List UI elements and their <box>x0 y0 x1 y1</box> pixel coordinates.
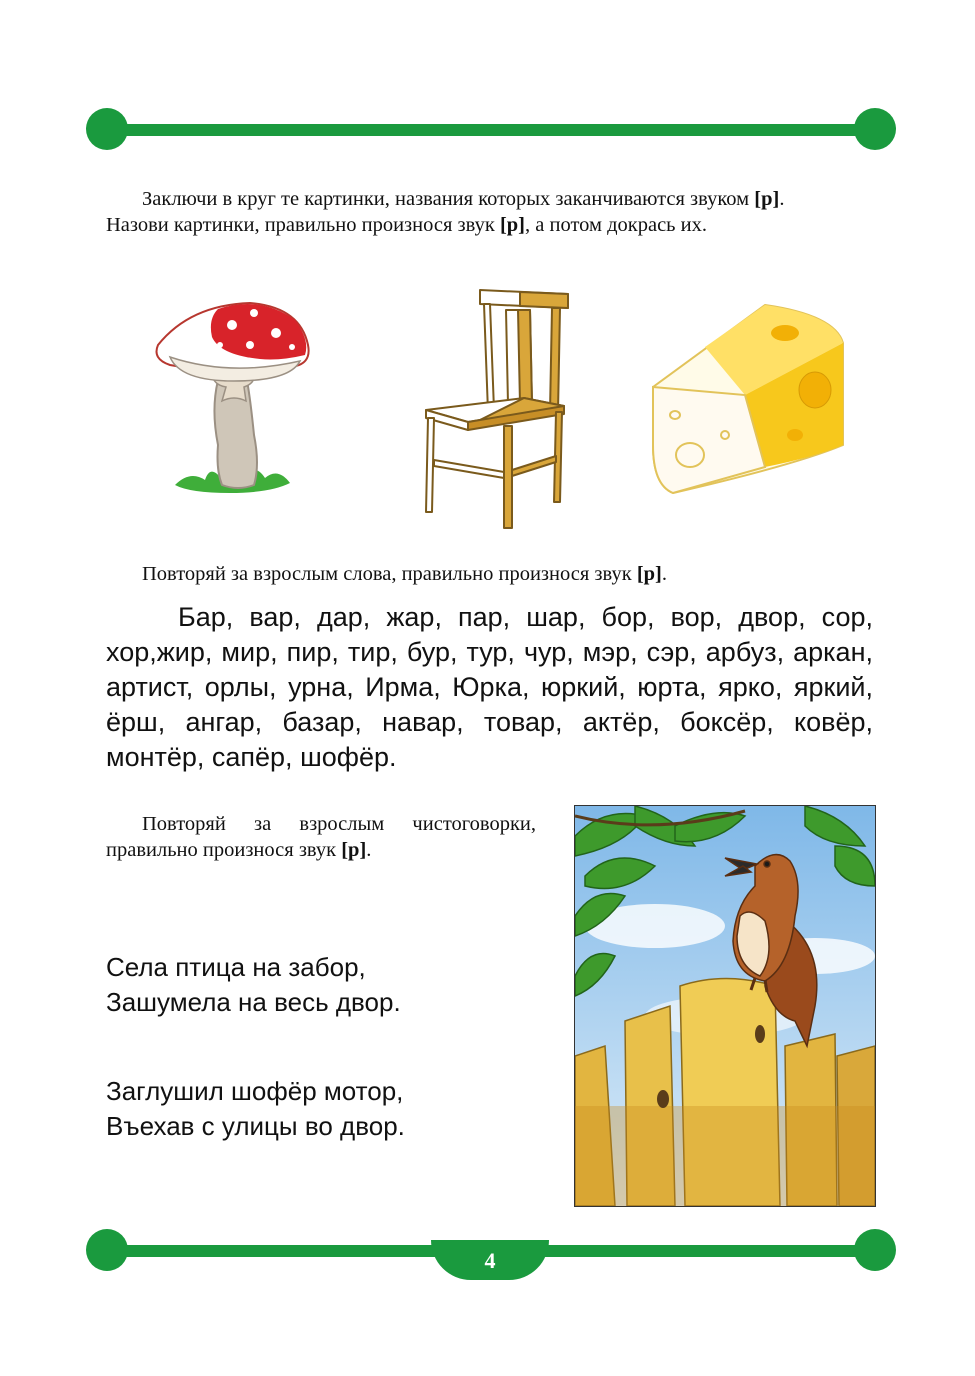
bottom-bar-right-dot <box>854 1229 896 1271</box>
top-bar-line <box>106 124 876 136</box>
task2-sound: [р] <box>636 563 662 585</box>
bird-on-fence-illustration <box>574 805 876 1207</box>
tongue-twister-2 <box>106 1074 405 1144</box>
task2-instruction <box>142 561 902 587</box>
tongue-twister-1 <box>106 950 401 1020</box>
task1-sound-2: [р] <box>499 214 526 236</box>
top-bar-right-dot <box>854 108 896 150</box>
page-number: 4 <box>484 1248 496 1273</box>
poem2-line2: Въехав с улицы во двор. <box>106 1111 405 1141</box>
task1-sound: [р] <box>754 188 780 210</box>
top-bar-left-dot <box>86 108 128 150</box>
task3-line1: Повторяй за взрослым чистоговорки, <box>142 813 536 835</box>
poem2-line1: Заглушил шофёр мотор, <box>106 1076 404 1106</box>
task3-instruction <box>106 811 536 863</box>
chair-icon[interactable] <box>420 280 570 530</box>
bottom-bar-left-dot <box>86 1229 128 1271</box>
task3-sound: [р] <box>341 839 367 861</box>
mushroom-icon[interactable] <box>150 285 315 500</box>
top-decorative-bar <box>86 108 896 152</box>
task1-line2-end: , а потом докрась их. <box>525 214 707 236</box>
poem1-line1: Села птица на забор, <box>106 952 366 982</box>
task2-text: Повторяй за взрослым слова, правильно произнося звук <box>142 563 637 585</box>
cheese-icon[interactable] <box>645 295 850 500</box>
task1-instruction <box>106 186 876 238</box>
task1-line2: Назови картинки, правильно произнося звук <box>106 214 500 236</box>
task3-line2: правильно произнося звук <box>106 839 342 861</box>
task3-line2-end: . <box>366 839 372 861</box>
task2-end: . <box>661 563 668 585</box>
task1-line1-end: . <box>779 188 785 210</box>
task1-line1: Заключи в круг те картинки, названия которых заканчиваются звуком <box>142 188 755 210</box>
poem1-line2: Зашумела на весь двор. <box>106 987 401 1017</box>
word-list: Бар, вар, дар, жар, пар, шар, бор, вор, двор, сор, хор,жир, мир, пир, тир, бур, тур, чур, мэр, сэр, арбуз, аркан, артист, орлы, урна, Ирма, Юрка, юркий, юрта, ярко, яркий, ёрш, ангар, базар, навар, товар, актёр, боксёр, ковёр, монтёр, сапёр, шофёр. <box>106 602 873 772</box>
